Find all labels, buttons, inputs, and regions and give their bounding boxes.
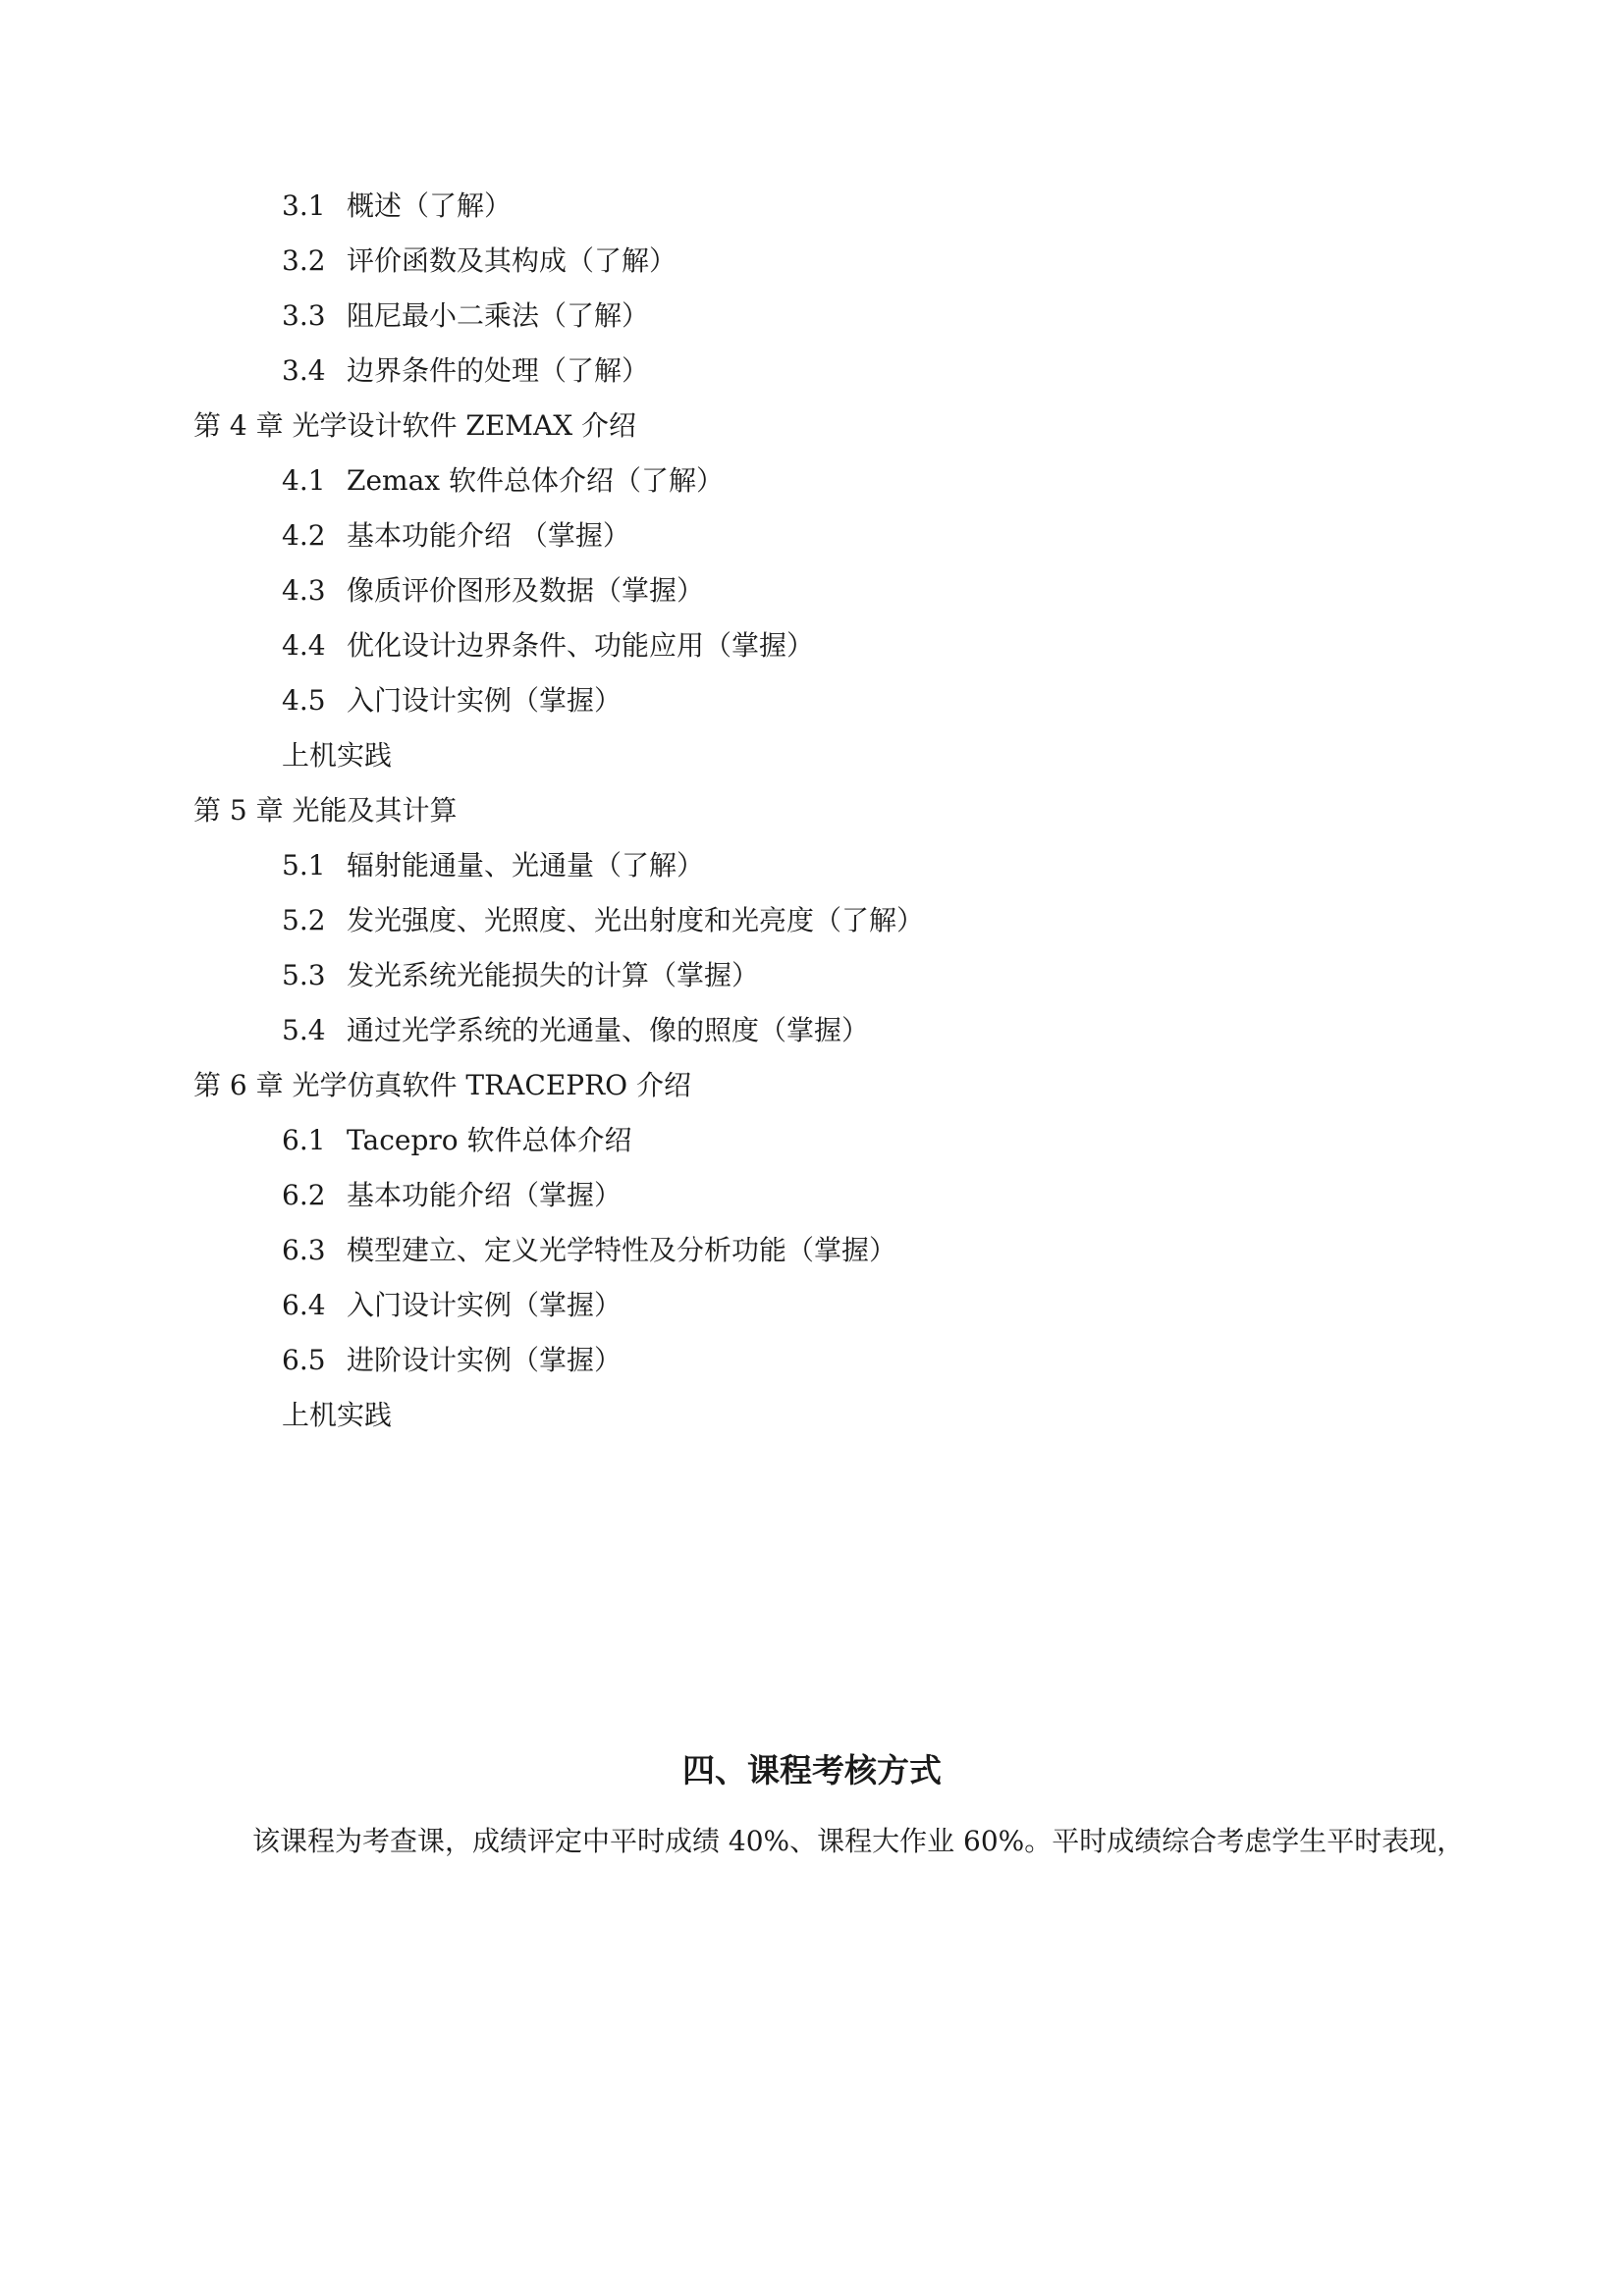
section-number: 3.2	[282, 244, 326, 277]
section-number: 5.1	[282, 849, 326, 881]
outline-item	[282, 187, 512, 226]
outline-item	[282, 901, 924, 940]
section-title: Zemax 软件总体介绍（了解）	[347, 464, 724, 497]
section-number: 4.3	[282, 574, 326, 607]
section-number: 3.3	[282, 299, 326, 332]
section-number: 4.5	[282, 684, 326, 717]
section-title: 进阶设计实例（掌握）	[347, 1344, 623, 1376]
section-title: 基本功能介绍（掌握）	[347, 1179, 623, 1211]
section-title: 阻尼最小二乘法（了解）	[347, 299, 650, 332]
section-title: 模型建立、定义光学特性及分析功能（掌握）	[347, 1234, 897, 1266]
section-title: 通过光学系统的光通量、像的照度（掌握）	[347, 1014, 870, 1046]
chapter-title: 第 5 章 光能及其计算	[193, 794, 458, 827]
practice-label: 上机实践	[282, 1399, 393, 1431]
outline-item	[282, 1286, 622, 1325]
section-number: 3.1	[282, 189, 326, 222]
practice-label: 上机实践	[282, 739, 393, 772]
section-number: 6.5	[282, 1344, 326, 1376]
outline-item	[282, 1231, 896, 1270]
chapter-title: 第 4 章 光学设计软件 ZEMAX 介绍	[193, 409, 637, 442]
section-title: 边界条件的处理（了解）	[347, 354, 650, 387]
outline-item	[282, 571, 704, 611]
section-number: 6.4	[282, 1289, 326, 1321]
section-number: 3.4	[282, 354, 326, 387]
section-title: 概述（了解）	[347, 189, 513, 222]
section-heading: 四、课程考核方式	[682, 1751, 942, 1789]
section-title: 优化设计边界条件、功能应用（掌握）	[347, 629, 815, 662]
section-title: Tacepro 软件总体介绍	[347, 1124, 632, 1156]
section-title: 基本功能介绍 （掌握）	[347, 519, 630, 552]
outline-item	[282, 1341, 622, 1380]
outline-item	[282, 681, 622, 721]
section-number: 6.2	[282, 1179, 326, 1211]
section-number: 6.1	[282, 1124, 326, 1156]
chapter-title: 第 6 章 光学仿真软件 TRACEPRO 介绍	[193, 1069, 692, 1101]
outline-item	[282, 846, 704, 885]
section-title: 入门设计实例（掌握）	[347, 1289, 623, 1321]
outline-item	[282, 516, 630, 556]
outline-item	[282, 956, 759, 995]
section-number: 5.3	[282, 959, 326, 991]
outline-item	[282, 351, 649, 391]
section-title: 评价函数及其构成（了解）	[347, 244, 677, 277]
outline-item	[282, 461, 724, 501]
section-number: 5.4	[282, 1014, 326, 1046]
body-paragraph: 该课程为考查课，成绩评定中平时成绩 40%、课程大作业 60%。平时成绩综合考虑学生平时表现，	[252, 1825, 1465, 1857]
section-number: 4.2	[282, 519, 326, 552]
outline-item	[282, 626, 814, 666]
section-title: 入门设计实例（掌握）	[347, 684, 623, 717]
outline-item	[282, 1011, 869, 1050]
section-title: 发光系统光能损失的计算（掌握）	[347, 959, 760, 991]
outline-item	[282, 1121, 632, 1160]
section-number: 4.4	[282, 629, 326, 662]
section-title: 发光强度、光照度、光出射度和光亮度（了解）	[347, 904, 925, 936]
outline-item	[282, 1176, 622, 1215]
section-number: 4.1	[282, 464, 326, 497]
section-title: 辐射能通量、光通量（了解）	[347, 849, 705, 881]
outline-item	[282, 241, 677, 281]
outline-item	[282, 296, 649, 336]
section-title: 像质评价图形及数据（掌握）	[347, 574, 705, 607]
section-number: 5.2	[282, 904, 326, 936]
section-number: 6.3	[282, 1234, 326, 1266]
